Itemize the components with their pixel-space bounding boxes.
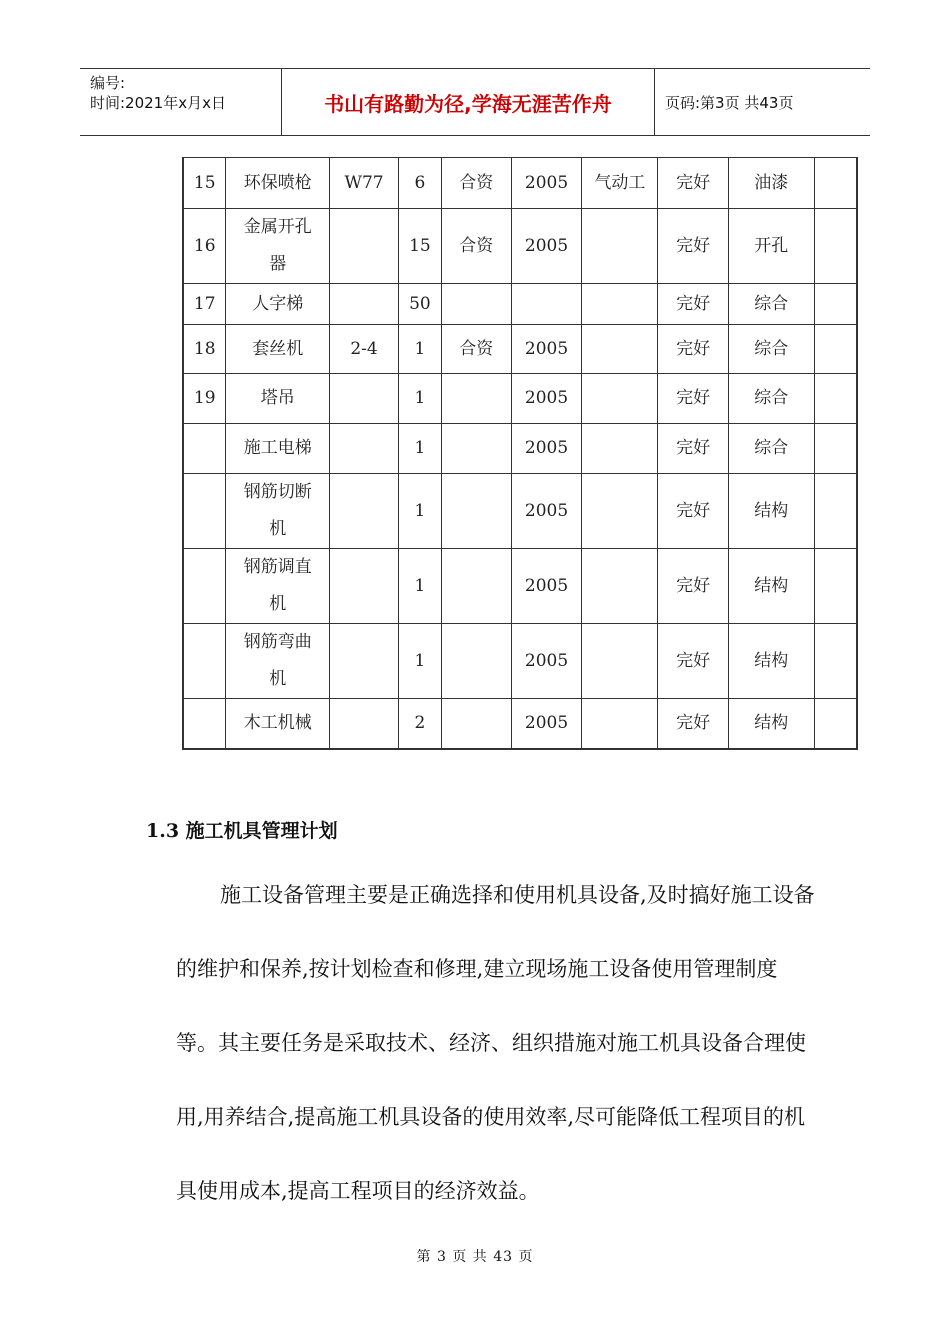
table-cell: 环保喷枪 bbox=[226, 158, 330, 209]
table-cell: 2 bbox=[398, 699, 441, 749]
table-cell: 结构 bbox=[728, 474, 814, 549]
table-cell: 完好 bbox=[658, 158, 729, 209]
table-cell: 2005 bbox=[511, 699, 582, 749]
table-cell: 结构 bbox=[728, 624, 814, 699]
table-cell bbox=[511, 284, 582, 325]
table-row bbox=[183, 424, 857, 474]
table-cell: 17 bbox=[183, 284, 226, 325]
table-cell: 油漆 bbox=[728, 158, 814, 209]
table-cell bbox=[814, 158, 857, 209]
table-cell: 1 bbox=[398, 549, 441, 624]
table-row bbox=[183, 624, 857, 699]
table-row bbox=[183, 549, 857, 624]
table-cell: 木工机械 bbox=[226, 699, 330, 749]
table-cell bbox=[814, 209, 857, 284]
table-cell: 1 bbox=[398, 374, 441, 424]
table-cell: 合资 bbox=[441, 325, 511, 374]
table-cell: 1 bbox=[398, 325, 441, 374]
table-cell bbox=[330, 549, 399, 624]
table-cell bbox=[582, 474, 658, 549]
table-cell: 完好 bbox=[658, 424, 729, 474]
table-row bbox=[183, 325, 857, 374]
table-cell: 完好 bbox=[658, 284, 729, 325]
table-cell bbox=[330, 374, 399, 424]
table-cell bbox=[441, 284, 511, 325]
table-cell: 2005 bbox=[511, 424, 582, 474]
table-cell: 6 bbox=[398, 158, 441, 209]
table-cell bbox=[814, 699, 857, 749]
table-cell: 气动工 bbox=[582, 158, 658, 209]
table-cell: 完好 bbox=[658, 624, 729, 699]
table-cell: 2005 bbox=[511, 549, 582, 624]
table-cell bbox=[330, 474, 399, 549]
table-cell: 1 bbox=[398, 424, 441, 474]
table-cell bbox=[441, 624, 511, 699]
table-row bbox=[183, 474, 857, 549]
table-cell bbox=[582, 374, 658, 424]
header-code: 编号: bbox=[90, 74, 126, 92]
table-cell: 人字梯 bbox=[226, 284, 330, 325]
table-row bbox=[183, 158, 857, 209]
table-cell: 合资 bbox=[441, 209, 511, 284]
table-cell: 开孔 bbox=[728, 209, 814, 284]
table-cell bbox=[814, 624, 857, 699]
table-cell bbox=[183, 699, 226, 749]
table-cell: 19 bbox=[183, 374, 226, 424]
table-cell bbox=[441, 699, 511, 749]
table-cell bbox=[582, 325, 658, 374]
table-cell bbox=[814, 474, 857, 549]
table-cell: 施工电梯 bbox=[226, 424, 330, 474]
table-row bbox=[183, 699, 857, 749]
table-cell: 2005 bbox=[511, 624, 582, 699]
table-cell: 结构 bbox=[728, 699, 814, 749]
table-cell bbox=[814, 325, 857, 374]
page-footer: 第 3 页 共 43 页 bbox=[416, 1249, 534, 1265]
table-cell: 15 bbox=[183, 158, 226, 209]
table-cell: 完好 bbox=[658, 325, 729, 374]
table-cell bbox=[183, 474, 226, 549]
table-cell: 综合 bbox=[728, 424, 814, 474]
table-cell: 2-4 bbox=[330, 325, 399, 374]
table-cell: 套丝机 bbox=[226, 325, 330, 374]
table-cell bbox=[582, 209, 658, 284]
table-cell: 钢筋调直机 bbox=[226, 549, 330, 624]
table-cell: 2005 bbox=[511, 325, 582, 374]
table-cell bbox=[330, 209, 399, 284]
table-cell: 塔吊 bbox=[226, 374, 330, 424]
table-cell: 18 bbox=[183, 325, 226, 374]
table-cell: 1 bbox=[398, 624, 441, 699]
table-cell bbox=[330, 424, 399, 474]
table-cell: 50 bbox=[398, 284, 441, 325]
table-cell: 完好 bbox=[658, 474, 729, 549]
table-cell bbox=[582, 549, 658, 624]
table-cell: 16 bbox=[183, 209, 226, 284]
table-cell bbox=[183, 424, 226, 474]
table-cell bbox=[814, 549, 857, 624]
table-cell: W77 bbox=[330, 158, 399, 209]
table-cell bbox=[441, 424, 511, 474]
table-cell bbox=[814, 424, 857, 474]
table-cell bbox=[582, 699, 658, 749]
table-cell bbox=[330, 699, 399, 749]
table-cell bbox=[183, 624, 226, 699]
section-title: 1.3 施工机具管理计划 bbox=[146, 820, 338, 842]
table-row bbox=[183, 374, 857, 424]
table-cell bbox=[330, 284, 399, 325]
table-cell bbox=[582, 624, 658, 699]
table-cell bbox=[441, 549, 511, 624]
section-paragraph: 施工设备管理主要是正确选择和使用机具设备,及时搞好施工设备的维护和保养,按计划检查和修理,建立现场施工设备使用管理制度等。其主要任务是采取技术、经济、组织措施对施工机具设备合理使用,用养结合,提高施工机具设备的使用效率,尽可能降低工程项目的机具使用成本,提高工程项目的经济效益。 bbox=[176, 883, 815, 1203]
table-cell: 钢筋切断机 bbox=[226, 474, 330, 549]
table-cell: 钢筋弯曲机 bbox=[226, 624, 330, 699]
table-cell: 结构 bbox=[728, 549, 814, 624]
table-cell bbox=[814, 284, 857, 325]
header-motto: 书山有路勤为径,学海无涯苦作舟 bbox=[282, 69, 655, 135]
equipment-table bbox=[182, 157, 858, 750]
table-cell bbox=[582, 424, 658, 474]
header-meta bbox=[80, 69, 282, 135]
table-cell: 1 bbox=[398, 474, 441, 549]
header-page-info: 页码:第3页 共43页 bbox=[665, 93, 794, 112]
table-cell: 2005 bbox=[511, 158, 582, 209]
table-cell: 综合 bbox=[728, 374, 814, 424]
table-cell: 综合 bbox=[728, 284, 814, 325]
table-cell: 2005 bbox=[511, 209, 582, 284]
header-time: 时间:2021年x月x日 bbox=[90, 94, 226, 112]
table-cell: 完好 bbox=[658, 699, 729, 749]
page-header bbox=[80, 68, 870, 136]
table-cell: 2005 bbox=[511, 474, 582, 549]
table-cell: 15 bbox=[398, 209, 441, 284]
table-row bbox=[183, 209, 857, 284]
table-cell: 完好 bbox=[658, 209, 729, 284]
table-cell bbox=[814, 374, 857, 424]
table-cell bbox=[441, 374, 511, 424]
table-cell bbox=[582, 284, 658, 325]
table-cell: 合资 bbox=[441, 158, 511, 209]
table-cell: 2005 bbox=[511, 374, 582, 424]
table-cell bbox=[330, 624, 399, 699]
table-cell: 综合 bbox=[728, 325, 814, 374]
table-row bbox=[183, 284, 857, 325]
table-cell: 完好 bbox=[658, 549, 729, 624]
table-cell: 金属开孔器 bbox=[226, 209, 330, 284]
table-cell bbox=[183, 549, 226, 624]
table-cell: 完好 bbox=[658, 374, 729, 424]
table-cell bbox=[441, 474, 511, 549]
